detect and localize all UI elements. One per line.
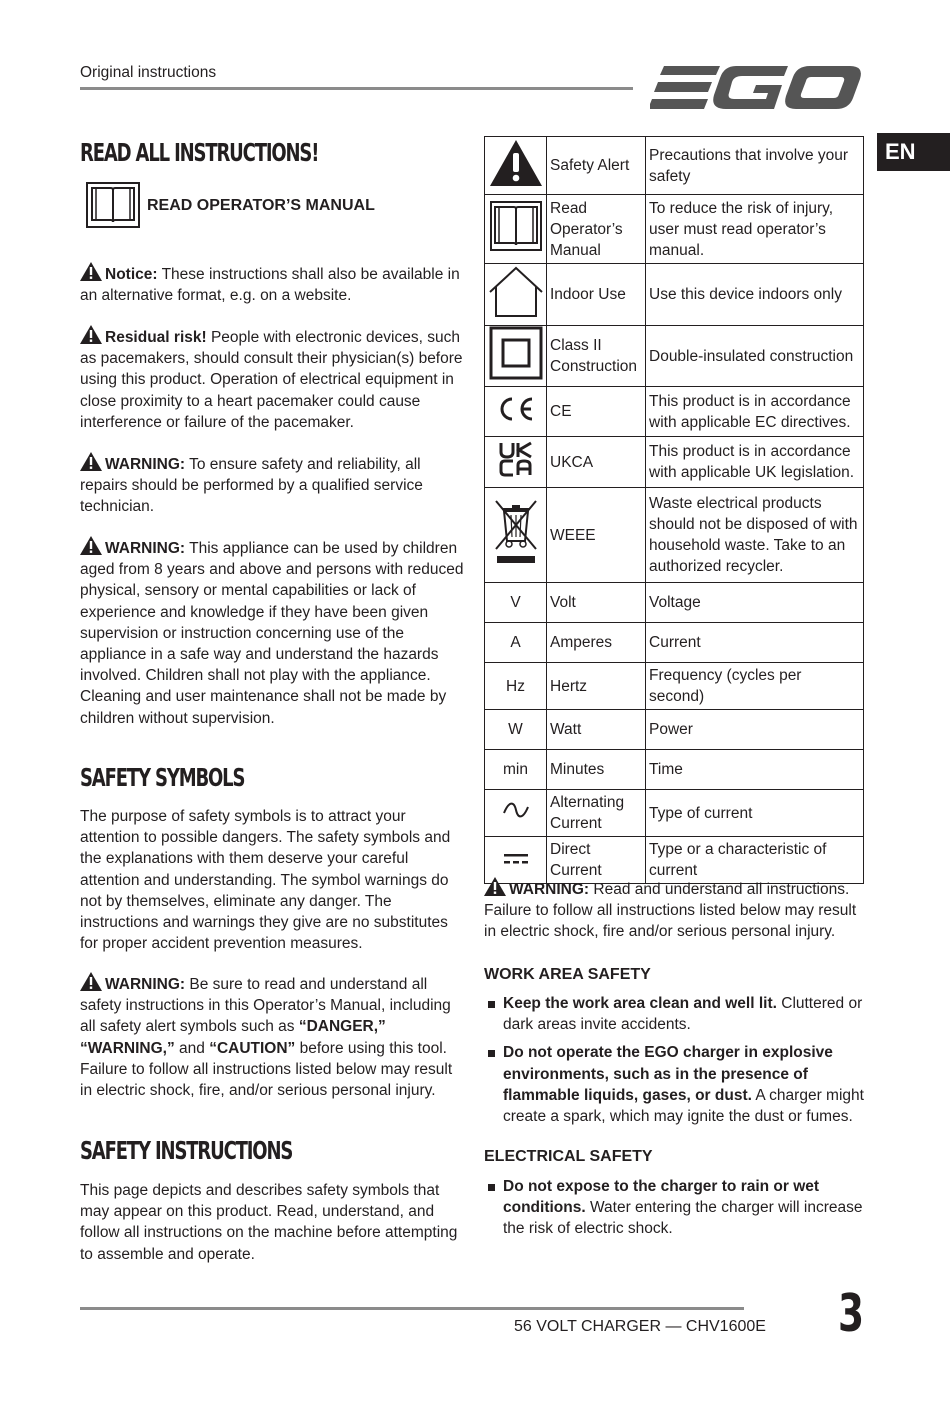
warning-text: To ensure safety and reliability, all repairs should be performed by a qualified service technician.: [80, 456, 423, 516]
alternating-current-icon: [502, 802, 530, 818]
read-manual-label: READ OPERATOR’S MANUAL: [147, 197, 375, 214]
symbol-desc: Type or a characteristic of current: [646, 837, 864, 884]
symbol-cell: min: [485, 750, 547, 790]
symbol-name: CE: [547, 387, 646, 437]
electrical-safety-list: [484, 1176, 864, 1247]
symbol-cell: [485, 326, 547, 387]
symbol-cell: [485, 387, 547, 437]
footer-product: 56 VOLT CHARGER — CHV1600E: [514, 1318, 766, 1335]
warning-text: Be sure to read and understand all safety instructions in this Operator’s Manual, including all safety alert symbols such as: [80, 976, 451, 1036]
symbol-desc: Waste electrical products should not be disposed of with household waste. Take to an authorized recycler.: [646, 488, 864, 583]
safety-instructions-title: SAFETY INSTRUCTIONS: [80, 1136, 293, 1165]
table-row: [485, 387, 864, 437]
safety-symbols-title: SAFETY SYMBOLS: [80, 763, 245, 792]
notice-paragraph: [80, 262, 464, 306]
symbol-cell: [485, 137, 547, 195]
work-area-list: [484, 993, 864, 1134]
table-row: [485, 137, 864, 195]
symbol-desc: This product is in accordance with applicable EC directives.: [646, 387, 864, 437]
table-row: [485, 790, 864, 837]
warning-label: WARNING:: [105, 456, 186, 473]
warning-repairs-paragraph: [80, 452, 464, 518]
ukca-mark-icon: [498, 441, 534, 477]
electrical-safety-heading: ELECTRICAL SAFETY: [484, 1148, 653, 1165]
symbol-desc: Frequency (cycles per second): [646, 663, 864, 710]
house-icon: [487, 266, 545, 318]
weee-icon: [491, 497, 541, 567]
read-all-instructions-title: READ ALL INSTRUCTIONS!: [80, 138, 319, 167]
table-row: [485, 488, 864, 583]
symbol-desc: Precautions that involve your safety: [646, 137, 864, 195]
page-number: 3: [838, 1284, 865, 1344]
table-row: [485, 623, 864, 663]
symbol-desc: Time: [646, 750, 864, 790]
work-area-heading: WORK AREA SAFETY: [484, 966, 651, 983]
list-item: [484, 1042, 864, 1127]
symbol-name: Safety Alert: [547, 137, 646, 195]
warning-triangle-icon: [80, 452, 102, 471]
symbol-desc: To reduce the risk of injury, user must read operator’s manual.: [646, 195, 864, 264]
list-item-bold: Do not operate the EGO charger in explosive environments, such as in the presence of flammable liquids, gases, or dust.: [503, 1044, 833, 1104]
symbol-desc: Double-insulated construction: [646, 326, 864, 387]
list-item: [484, 993, 864, 1035]
symbol-cell: Hz: [485, 663, 547, 710]
symbol-cell: [485, 195, 547, 264]
header-text: Original instructions: [80, 64, 217, 81]
symbol-cell: [485, 790, 547, 837]
residual-risk-paragraph: [80, 325, 464, 433]
ce-mark-icon: [496, 396, 536, 422]
symbol-desc: Voltage: [646, 583, 864, 623]
safety-alert-icon: [489, 139, 543, 187]
symbol-name: Indoor Use: [547, 264, 646, 326]
warning-text: This appliance can be used by children aged from 8 years and above and persons with reduced physical, sensory or mental capabilities or lack of experience and knowledge if they have been given supervision or instruction concerning use of the appliance in a safe way and understand the hazards involved. Children shall not play with the appliance. Cleaning and user maintenance shall not be made by children without supervision.: [80, 540, 464, 727]
safety-symbols-paragraph: The purpose of safety symbols is to attract your attention to possible dangers. The safety symbols and the explanations with them deserve your careful attention and understanding. The symbol warnings do not by themselves, eliminate any danger. The instructions and warnings they give are no substitutes for proper accident prevention measures.: [80, 808, 451, 953]
list-item-bold: Keep the work area clean and well lit.: [503, 995, 777, 1012]
symbol-name: UKCA: [547, 437, 646, 488]
warning-text: and: [174, 1039, 210, 1057]
warning-instructions-paragraph: [484, 877, 864, 943]
symbol-name: Volt: [547, 583, 646, 623]
table-row: [485, 710, 864, 750]
warning-text: before using this tool. Failure to follow all instructions listed below may result in electric shock, fire, and/or serious personal injury.: [80, 1039, 453, 1100]
ego-logo: [650, 62, 864, 114]
list-item-text: A charger might create a spark, which may ignite the dust or fumes.: [503, 1086, 864, 1126]
warning-triangle-icon: [80, 536, 102, 555]
warning-triangle-icon: [80, 325, 102, 344]
read-manual-icon: [86, 182, 140, 228]
list-item-bold: Do not expose to the charger to rain or wet conditions.: [503, 1178, 820, 1217]
notice-label: Notice:: [105, 266, 158, 283]
list-item-text: Cluttered or dark areas invite accidents.: [503, 995, 863, 1034]
residual-label: Residual risk!: [105, 329, 207, 346]
symbol-desc: Use this device indoors only: [646, 264, 864, 326]
table-row: [485, 663, 864, 710]
table-row: [485, 750, 864, 790]
symbol-desc: Power: [646, 710, 864, 750]
warning-text: Read and understand all instructions. Failure to follow all instructions listed below may result in electric shock, fire and/or serious personal injury.: [484, 881, 857, 941]
symbol-name: Hertz: [547, 663, 646, 710]
symbol-name: Watt: [547, 710, 646, 750]
safety-instructions-paragraph: This page depicts and describes safety symbols that may appear on this product. Read, understand, and follow all instructions on the machine before attempting to assemble and operate.: [80, 1182, 458, 1263]
table-row: [485, 583, 864, 623]
symbol-desc: Type of current: [646, 790, 864, 837]
table-row: [485, 437, 864, 488]
symbol-cell: V: [485, 583, 547, 623]
warning-label: WARNING:: [509, 881, 590, 898]
symbol-cell: [485, 264, 547, 326]
warning-children-paragraph: [80, 536, 464, 729]
warning-keywords: “DANGER,” “WARNING,”: [80, 1018, 386, 1057]
list-item: [484, 1176, 864, 1240]
table-row: [485, 195, 864, 264]
list-item-text: Water entering the charger will increase the risk of electric shock.: [503, 1199, 863, 1238]
header-rule: [80, 87, 633, 90]
notice-text: These instructions shall also be available in an alternative format, e.g. on a website.: [80, 266, 460, 305]
symbol-cell: [485, 488, 547, 583]
language-tab: EN: [877, 133, 950, 171]
symbol-desc: This product is in accordance with applicable UK legislation.: [646, 437, 864, 488]
symbol-name: Alternating Current: [547, 790, 646, 837]
symbol-name: Class II Construction: [547, 326, 646, 387]
class-ii-icon: [489, 326, 543, 380]
symbol-name: WEEE: [547, 488, 646, 583]
warning-triangle-icon: [484, 877, 506, 896]
symbols-table-wrap: [484, 136, 864, 884]
read-manual-icon: [490, 201, 542, 251]
warning-label: WARNING:: [105, 540, 186, 557]
residual-text: People with electronic devices, such as pacemakers, should consult their physician(s) before using this product. Operation of electrical equipment in close proximity to a heart pacemaker could cause interference or failure of the pacemaker.: [80, 329, 463, 431]
symbol-desc: Current: [646, 623, 864, 663]
table-row: [485, 264, 864, 326]
symbol-name: Direct Current: [547, 837, 646, 884]
warning-triangle-icon: [80, 972, 102, 991]
table-row: [485, 326, 864, 387]
warning-triangle-icon: [80, 262, 102, 281]
symbol-cell: W: [485, 710, 547, 750]
warning-keyword-caution: “CAUTION”: [209, 1039, 296, 1057]
symbols-table: [484, 136, 864, 884]
direct-current-icon: [503, 853, 529, 865]
warning-label: WARNING:: [105, 976, 186, 993]
symbol-name: Amperes: [547, 623, 646, 663]
symbol-name: Read Operator’s Manual: [547, 195, 646, 264]
symbol-cell: A: [485, 623, 547, 663]
symbol-name: Minutes: [547, 750, 646, 790]
footer-rule: [80, 1307, 744, 1310]
warning-read-paragraph: [80, 972, 464, 1101]
symbol-cell: [485, 437, 547, 488]
